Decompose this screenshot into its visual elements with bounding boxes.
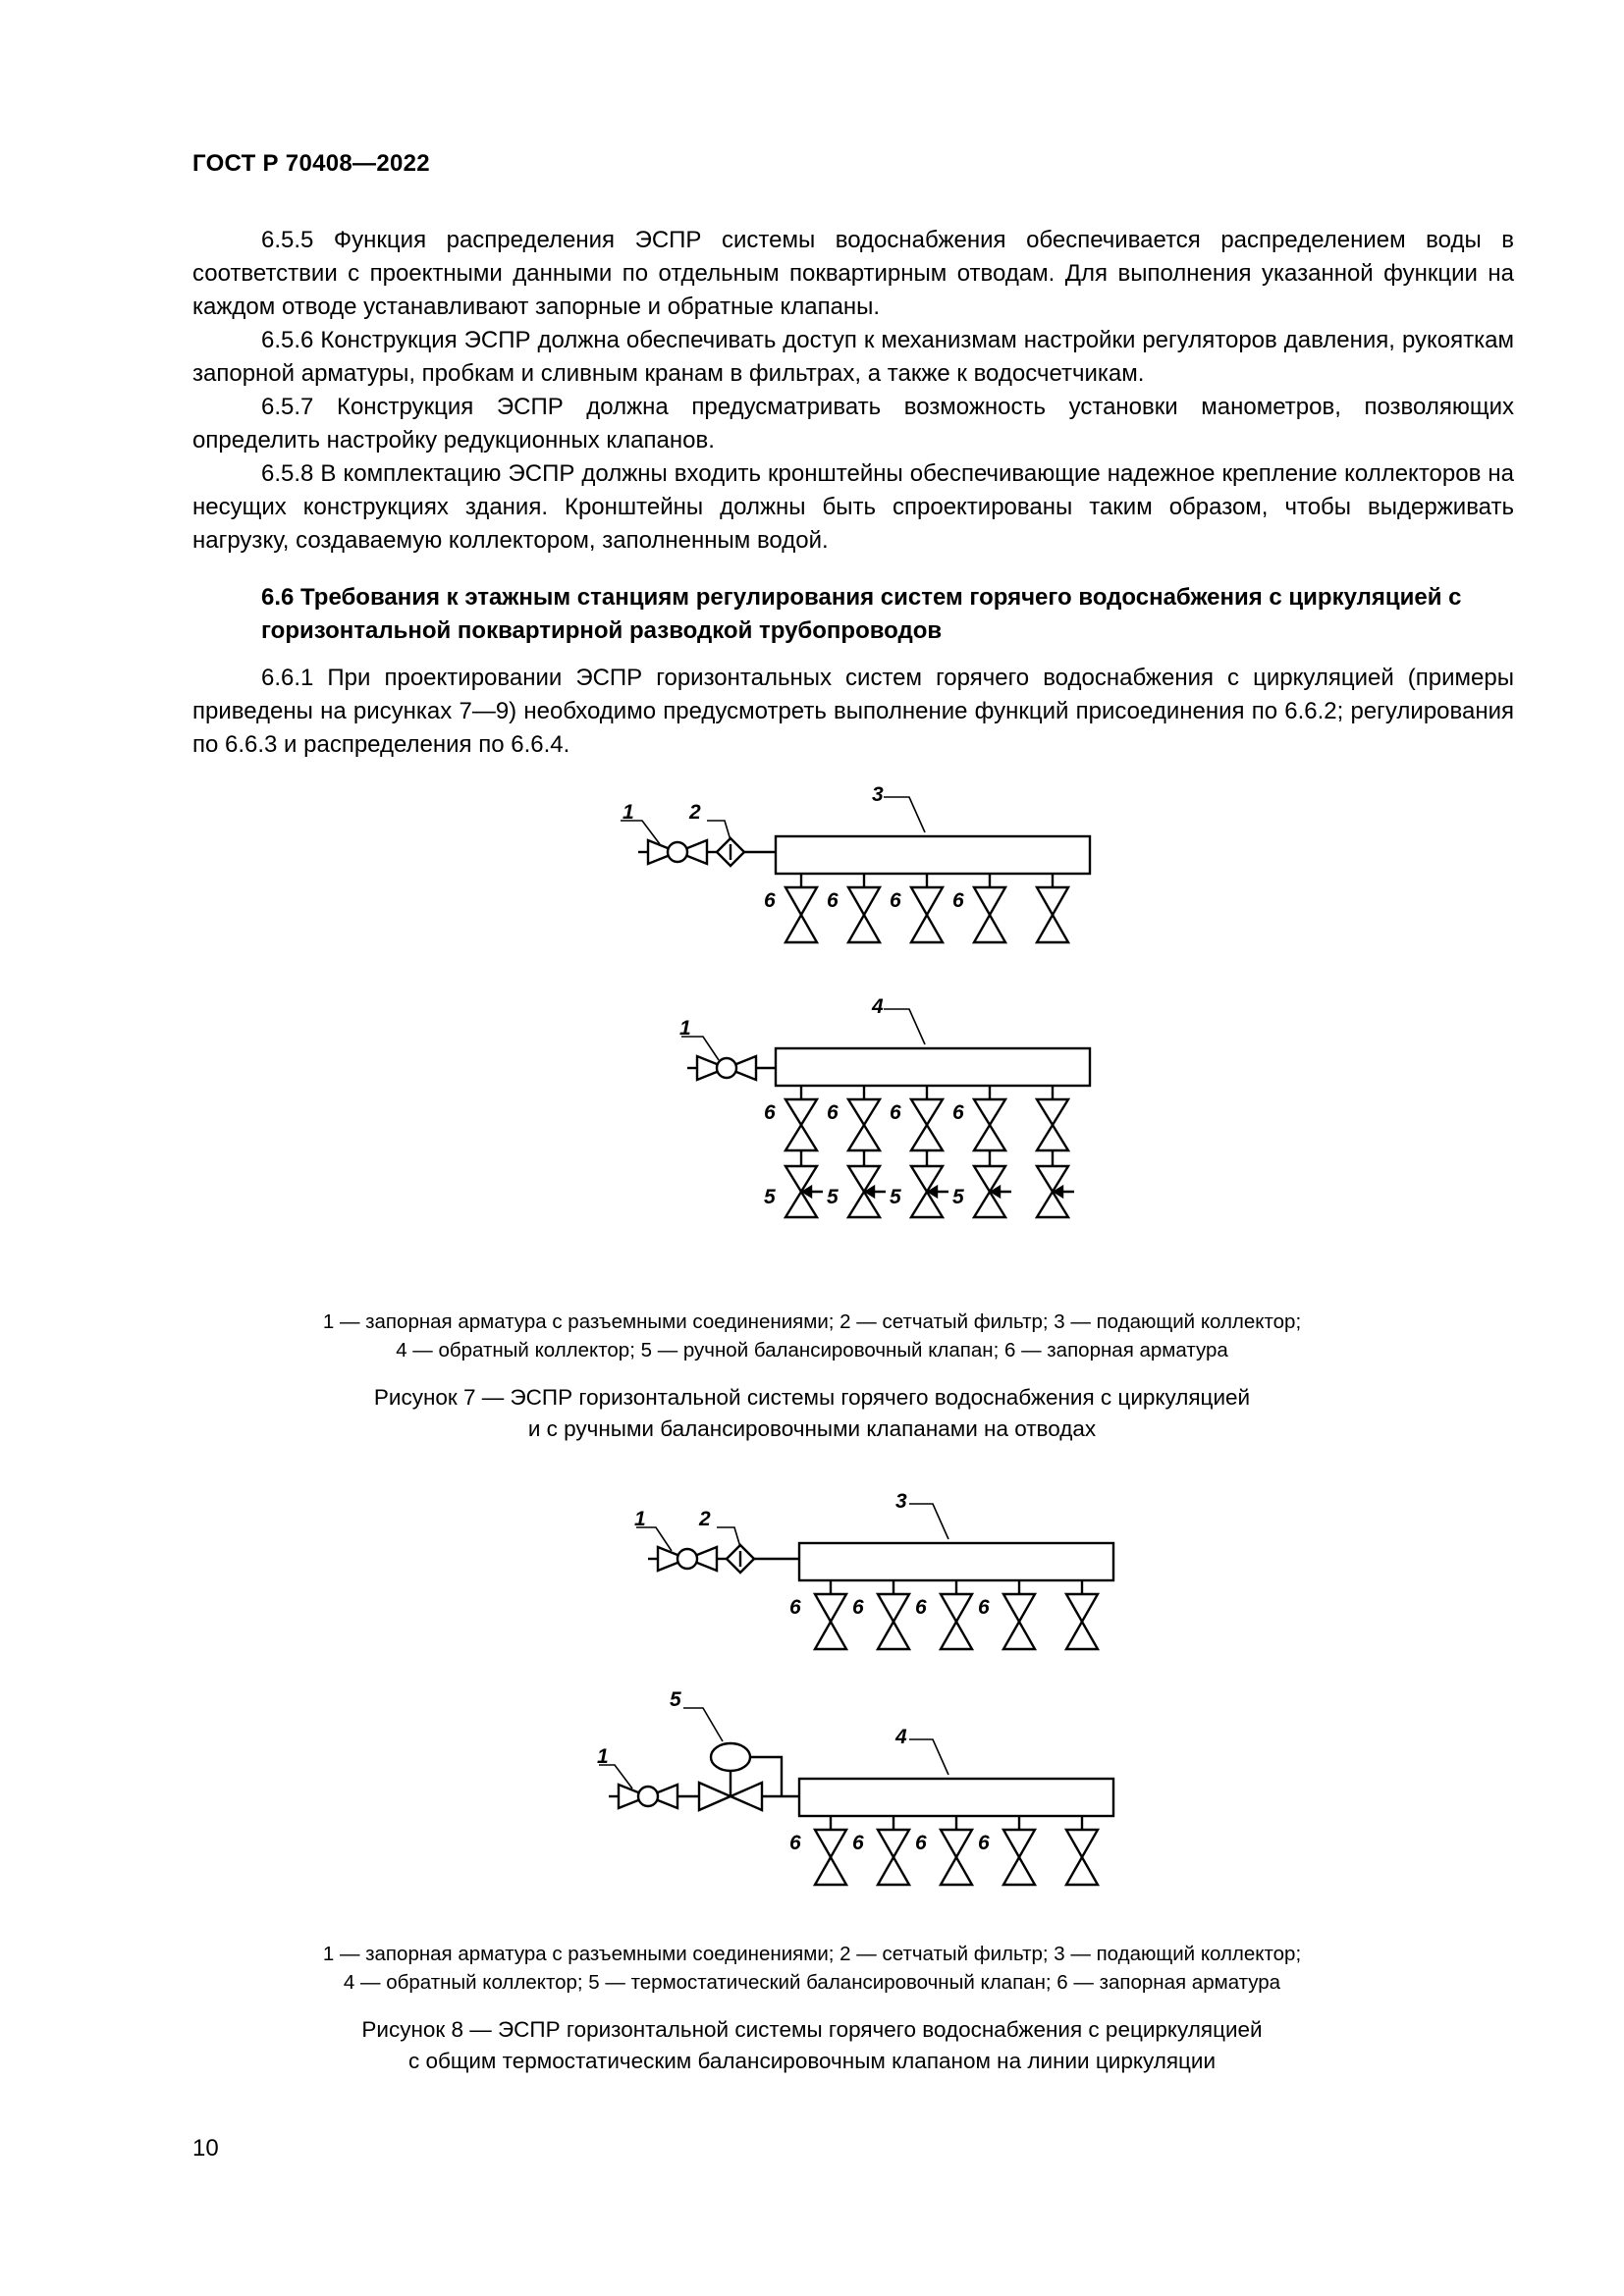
branch-valve-6 <box>1037 874 1068 942</box>
return-circuit <box>597 1688 1113 1885</box>
branch-valve-6 <box>815 1580 846 1649</box>
supply-circuit <box>621 785 1090 942</box>
label-5: 5 <box>764 1186 776 1208</box>
label-2: 2 <box>689 801 701 824</box>
figure-7-diagram <box>609 785 1119 1276</box>
return-collector-4 <box>776 1048 1090 1086</box>
supply-circuit <box>634 1492 1113 1649</box>
shutoff-valve-1 <box>658 1547 717 1571</box>
label-6: 6 <box>764 889 776 912</box>
figure-7-legend <box>223 1308 1401 1364</box>
branch-valves <box>785 1086 823 1217</box>
label-6: 6 <box>952 1101 964 1124</box>
label-6: 6 <box>764 1101 776 1124</box>
label-1: 1 <box>634 1508 646 1530</box>
branch-valve-6 <box>974 874 1005 942</box>
figure-8-diagram <box>589 1492 1139 1924</box>
label-1: 1 <box>679 1017 691 1040</box>
label-6: 6 <box>852 1596 864 1619</box>
label-5: 5 <box>890 1186 901 1208</box>
label-6: 6 <box>852 1832 864 1854</box>
label-3: 3 <box>872 785 884 806</box>
branch-valve-6 <box>848 874 880 942</box>
branch-valve-6 <box>785 874 817 942</box>
figure-8-legend-line-2: 4 — обратный коллектор; 5 — термостатический балансировочный клапан; 6 — запорная арматура <box>343 1971 1281 1994</box>
label-3: 3 <box>895 1492 907 1513</box>
thermostatic-balancing-valve-5 <box>699 1743 782 1810</box>
branch-valves <box>1037 1086 1074 1217</box>
return-circuit <box>679 995 1090 1217</box>
branch-valve-6 <box>1066 1816 1098 1885</box>
branch-valve-6 <box>815 1816 846 1885</box>
label-6: 6 <box>789 1832 801 1854</box>
paragraph-6-5-7: 6.5.7 Конструкция ЭСПР должна предусматривать возможность установки манометров, позволяющих определить настройку редукционных клапанов. <box>192 394 1514 454</box>
figure-8-caption <box>223 2014 1401 2077</box>
document-header: ГОСТ Р 70408—2022 <box>192 150 430 177</box>
label-1: 1 <box>597 1745 609 1768</box>
branch-valves <box>848 1086 886 1217</box>
label-5: 5 <box>827 1186 839 1208</box>
label-4: 4 <box>872 995 884 1018</box>
branch-valve-6 <box>878 1816 909 1885</box>
branch-valves <box>974 1086 1011 1217</box>
label-6: 6 <box>827 1101 839 1124</box>
branch-valve-6 <box>941 1816 972 1885</box>
strainer-filter-2 <box>717 838 744 866</box>
figure-8-legend <box>223 1940 1401 1997</box>
branch-valves <box>911 1086 948 1217</box>
label-6: 6 <box>827 889 839 912</box>
label-6: 6 <box>978 1596 990 1619</box>
branch-valve-6 <box>1003 1816 1035 1885</box>
paragraph-6-5-8: 6.5.8 В комплектацию ЭСПР должны входить кронштейны обеспечивающие надежное крепление коллекторов на несущих конструкциях здания. Кронштейны должны быть спроектированы таким образом, чтобы выдерживать нагрузку, создаваемую коллектором, заполненным водой. <box>192 460 1514 554</box>
shutoff-valve-1 <box>697 1056 756 1080</box>
label-6: 6 <box>890 1101 901 1124</box>
figure-8-caption-line-1: Рисунок 8 — ЭСПР горизонтальной системы горячего водоснабжения с рециркуляцией <box>361 2017 1263 2042</box>
section-6-6-text <box>192 662 1514 762</box>
figure-8-caption-line-2: с общим термостатическим балансировочным клапаном на линии циркуляции <box>407 2049 1217 2073</box>
paragraph-6-5-6: 6.5.6 Конструкция ЭСПР должна обеспечивать доступ к механизмам настройки регуляторов давления, рукояткам запорной арматуры, пробкам и сливным кранам в фильтрах, а также к водосчетчикам. <box>192 327 1514 387</box>
figure-7-legend-line-2: 4 — обратный коллектор; 5 — ручной балансировочный клапан; 6 — запорная арматура <box>396 1339 1228 1362</box>
return-collector-4 <box>799 1779 1113 1816</box>
supply-collector-3 <box>776 836 1090 874</box>
label-4: 4 <box>895 1726 907 1748</box>
paragraph-6-5-5: 6.5.5 Функция распределения ЭСПР системы водоснабжения обеспечивается распределением воды в соответствии с проектными данными по отдельным поквартирным отводам. Для выполнения указанной функции на каждом отводе устанавливают запорные и обратные клапаны. <box>192 227 1514 320</box>
page-number: 10 <box>192 2135 219 2162</box>
label-1: 1 <box>623 801 634 824</box>
paragraph-6-6-1: 6.6.1 При проектировании ЭСПР горизонтальных систем горячего водоснабжения с циркуляцией (примеры приведены на рисунках 7—9) необходимо предусмотреть выполнение функций присоединения по 6.6.2; регулирования по 6.6.3 и распределения по 6.6.4. <box>192 665 1514 758</box>
label-6: 6 <box>890 889 901 912</box>
label-6: 6 <box>915 1832 927 1854</box>
section-6-6-heading: 6.6 Требования к этажным станциям регулирования систем горячего водоснабжения с циркуляцией с горизонтальной поквартирной разводкой трубопроводов <box>261 584 1462 644</box>
branch-valve-6 <box>941 1580 972 1649</box>
strainer-filter-2 <box>727 1545 754 1573</box>
figure-7-caption-line-2: и с ручными балансировочными клапанами на отводах <box>527 1416 1097 1441</box>
shutoff-valve-1 <box>648 840 707 864</box>
branch-valve-6 <box>1003 1580 1035 1649</box>
figure-7-caption <box>223 1382 1401 1445</box>
label-2: 2 <box>699 1508 711 1530</box>
label-6: 6 <box>789 1596 801 1619</box>
figure-8-legend-line-1: 1 — запорная арматура с разъемными соединениями; 2 — сетчатый фильтр; 3 — подающий коллектор; <box>322 1943 1302 1965</box>
label-6: 6 <box>952 889 964 912</box>
section-6-5-text <box>192 224 1514 558</box>
label-5: 5 <box>952 1186 964 1208</box>
label-6: 6 <box>978 1832 990 1854</box>
label-6: 6 <box>915 1596 927 1619</box>
branch-valve-6 <box>1066 1580 1098 1649</box>
branch-valve-6 <box>878 1580 909 1649</box>
branch-valve-6 <box>911 874 943 942</box>
label-5: 5 <box>670 1688 681 1711</box>
figure-7-caption-line-1: Рисунок 7 — ЭСПР горизонтальной системы горячего водоснабжения с циркуляцией <box>373 1385 1251 1410</box>
figure-7-legend-line-1: 1 — запорная арматура с разъемными соединениями; 2 — сетчатый фильтр; 3 — подающий коллектор; <box>322 1310 1302 1333</box>
shutoff-valve-1 <box>619 1785 677 1808</box>
supply-collector-3 <box>799 1543 1113 1580</box>
